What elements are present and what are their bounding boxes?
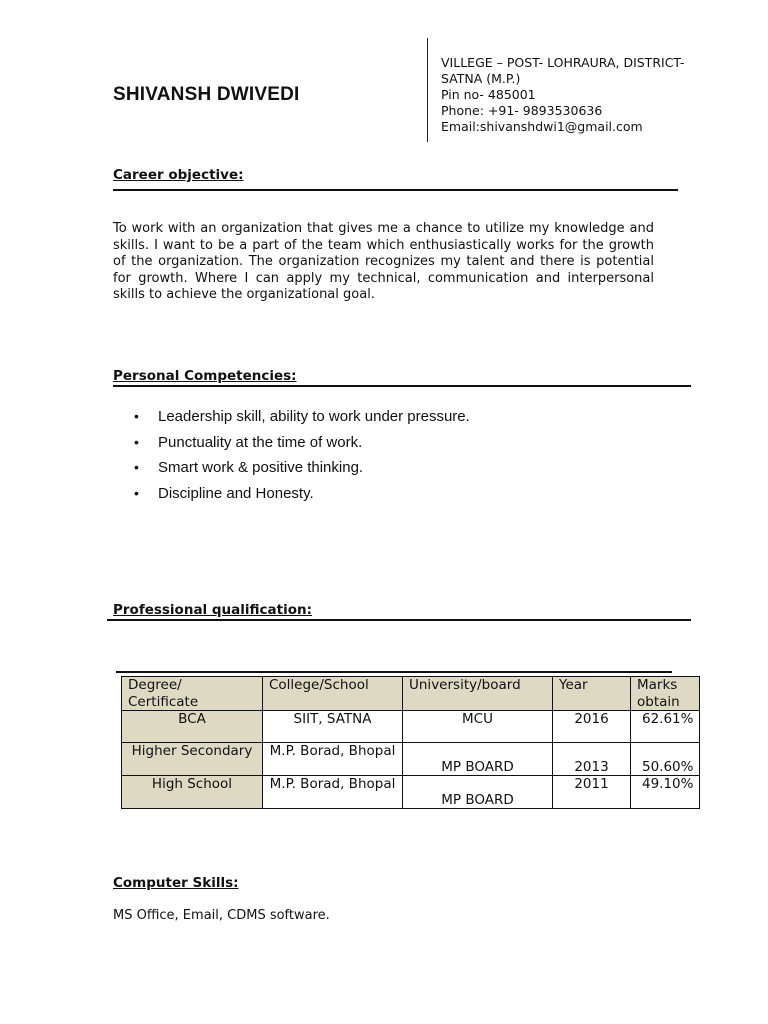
cell-college: M.P. Borad, Bhopal xyxy=(263,743,403,776)
table-row xyxy=(122,711,700,743)
cell-university: MCU xyxy=(403,711,553,743)
cell-year: 2013 xyxy=(553,743,631,776)
header-university: University/board xyxy=(403,677,553,711)
header-divider xyxy=(427,38,428,142)
professional-qualification-heading: Professional qualification: xyxy=(113,602,312,618)
computer-skills-text: MS Office, Email, CDMS software. xyxy=(113,908,330,923)
personal-competencies-heading: Personal Competencies: xyxy=(113,368,297,384)
personal-competencies-rule xyxy=(113,385,691,387)
contact-block xyxy=(441,55,711,135)
cell-university: MP BOARD xyxy=(403,743,553,776)
list-item: • Discipline and Honesty. xyxy=(158,481,470,507)
career-objective-heading: Career objective: xyxy=(113,167,244,183)
address-line-1: VILLEGE – POST- LOHRAURA, DISTRICT- xyxy=(441,55,685,70)
cell-degree: High School xyxy=(122,776,263,809)
career-objective-text: To work with an organization that gives me a chance to utilize my knowledge and skills. I want to be a part of the team which enthusiastically works for the growth of the organization. The organization recognizes my talent and there is potential for growth. Where I can apply my technical, communication and interpersonal skills to achieve the organizational goal. xyxy=(113,221,654,302)
header-degree: Degree/ Certificate xyxy=(122,677,263,711)
header-college: College/School xyxy=(263,677,403,711)
cell-year: 2011 xyxy=(553,776,631,809)
competencies-list xyxy=(113,404,470,506)
list-item: • Leadership skill, ability to work under pressure. xyxy=(158,404,470,430)
cell-college: M.P. Borad, Bhopal xyxy=(263,776,403,809)
address-line-2: SATNA (M.P.) xyxy=(441,71,521,86)
list-item: • Punctuality at the time of work. xyxy=(158,430,470,456)
cell-marks: 49.10% xyxy=(631,776,700,809)
career-objective-rule xyxy=(113,189,678,191)
list-item: • Smart work & positive thinking. xyxy=(158,455,470,481)
cell-college: SIIT, SATNA xyxy=(263,711,403,743)
professional-qualification-rule xyxy=(107,619,691,621)
cell-year: 2016 xyxy=(553,711,631,743)
table-top-rule xyxy=(116,671,672,673)
qualification-table xyxy=(121,676,700,809)
phone-number: Phone: +91- 9893530636 xyxy=(441,103,603,118)
table-header-row xyxy=(122,677,700,711)
cell-marks: 62.61% xyxy=(631,711,700,743)
cell-degree: Higher Secondary xyxy=(122,743,263,776)
pin-code: Pin no- 485001 xyxy=(441,87,536,102)
header-marks: Marks obtain xyxy=(631,677,700,711)
email-address: Email:shivanshdwi1@gmail.com xyxy=(441,119,643,134)
table-row xyxy=(122,776,700,809)
header-year: Year xyxy=(553,677,631,711)
cell-marks: 50.60% xyxy=(631,743,700,776)
table-row xyxy=(122,743,700,776)
cell-university: MP BOARD xyxy=(403,776,553,809)
candidate-name: SHIVANSH DWIVEDI xyxy=(113,84,300,105)
computer-skills-heading: Computer Skills: xyxy=(113,875,239,891)
cell-degree: BCA xyxy=(122,711,263,743)
